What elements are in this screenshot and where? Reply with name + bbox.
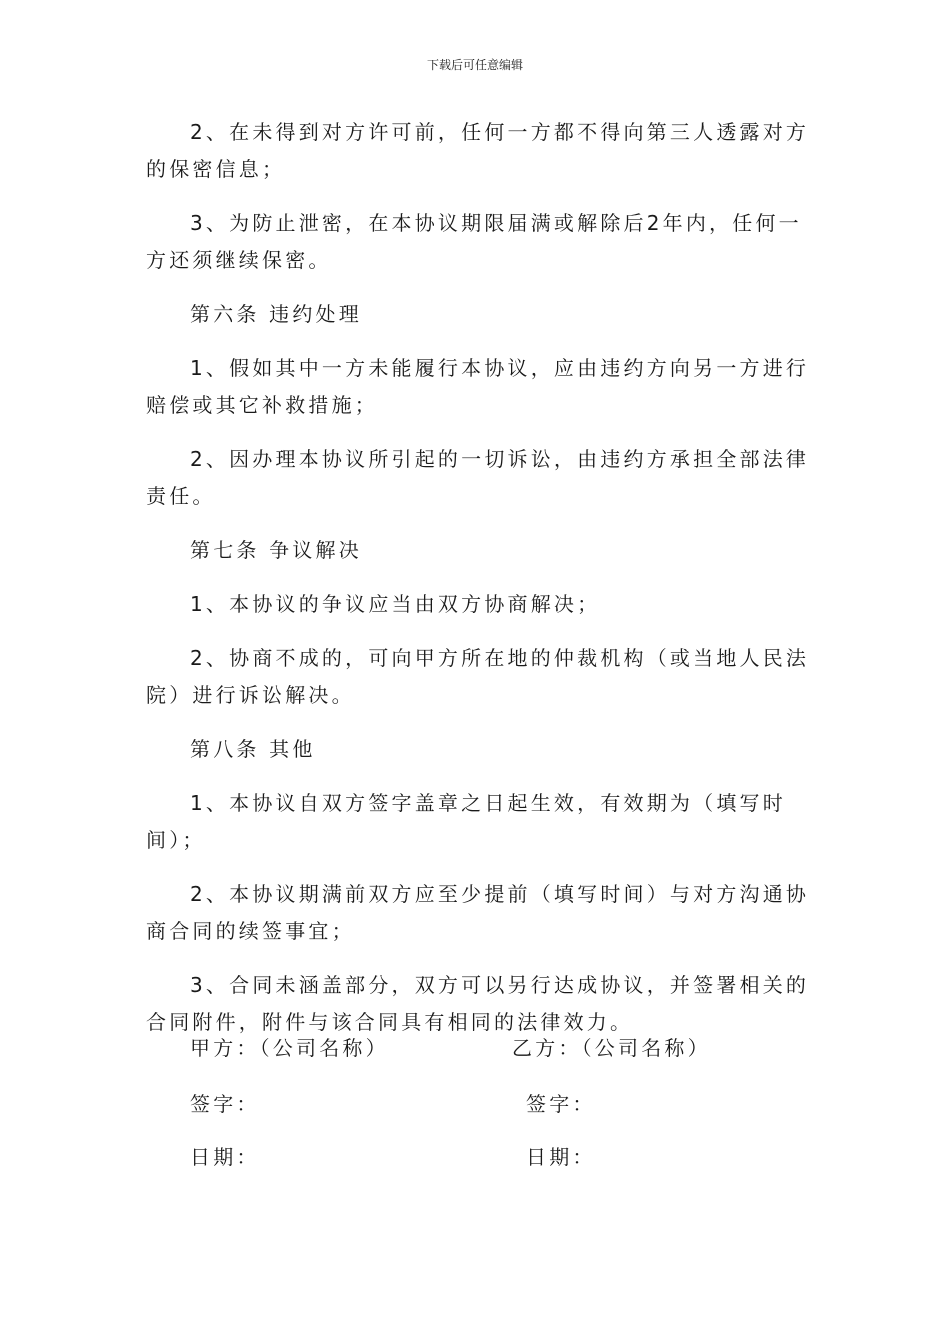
clause-7-item-2: 2、协商不成的，可向甲方所在地的仲裁机构（或当地人民法院）进行诉讼解决。 bbox=[146, 646, 810, 707]
party-b-label: 乙方：（公司名称） bbox=[512, 1036, 711, 1060]
party-b-date-label: 日期： bbox=[526, 1145, 596, 1169]
article-7-heading: 第七条 争议解决 bbox=[190, 538, 362, 562]
clause-8-item-2: 2、本协议期满前双方应至少提前（填写时间）与对方沟通协商合同的续签事宜； bbox=[146, 882, 810, 943]
signature-row bbox=[190, 1088, 830, 1118]
clause-5-item-2: 2、在未得到对方许可前，任何一方都不得向第三人透露对方的保密信息； bbox=[146, 120, 810, 181]
party-a-date-label: 日期： bbox=[190, 1145, 260, 1169]
date-row bbox=[190, 1141, 830, 1171]
document-body bbox=[146, 114, 818, 1058]
clause-8-item-1: 1、本协议自双方签字盖章之日起生效，有效期为（填写时间）； bbox=[146, 791, 786, 852]
clause-6-item-2: 2、因办理本协议所引起的一切诉讼，由违约方承担全部法律责任。 bbox=[146, 447, 810, 508]
party-a-label: 甲方：（公司名称） bbox=[190, 1036, 389, 1060]
clause-8-item-3: 3、合同未涵盖部分，双方可以另行达成协议，并签署相关的合同附件，附件与该合同具有相同的法律效力。 bbox=[146, 973, 810, 1034]
page-header: 下载后可任意编辑 bbox=[426, 58, 523, 72]
clause-5-item-3: 3、为防止泄密，在本协议期限届满或解除后2年内，任何一方还须继续保密。 bbox=[146, 211, 802, 272]
party-a-signature-label: 签字： bbox=[190, 1092, 260, 1116]
party-b-signature-label: 签字： bbox=[526, 1092, 596, 1116]
clause-7-item-1: 1、本协议的争议应当由双方协商解决； bbox=[190, 592, 601, 616]
party-row bbox=[190, 1032, 830, 1062]
clause-6-item-1: 1、假如其中一方未能履行本协议，应由违约方向另一方进行赔偿或其它补救措施； bbox=[146, 356, 810, 417]
article-8-heading: 第八条 其他 bbox=[190, 737, 316, 761]
article-6-heading: 第六条 违约处理 bbox=[190, 302, 362, 326]
